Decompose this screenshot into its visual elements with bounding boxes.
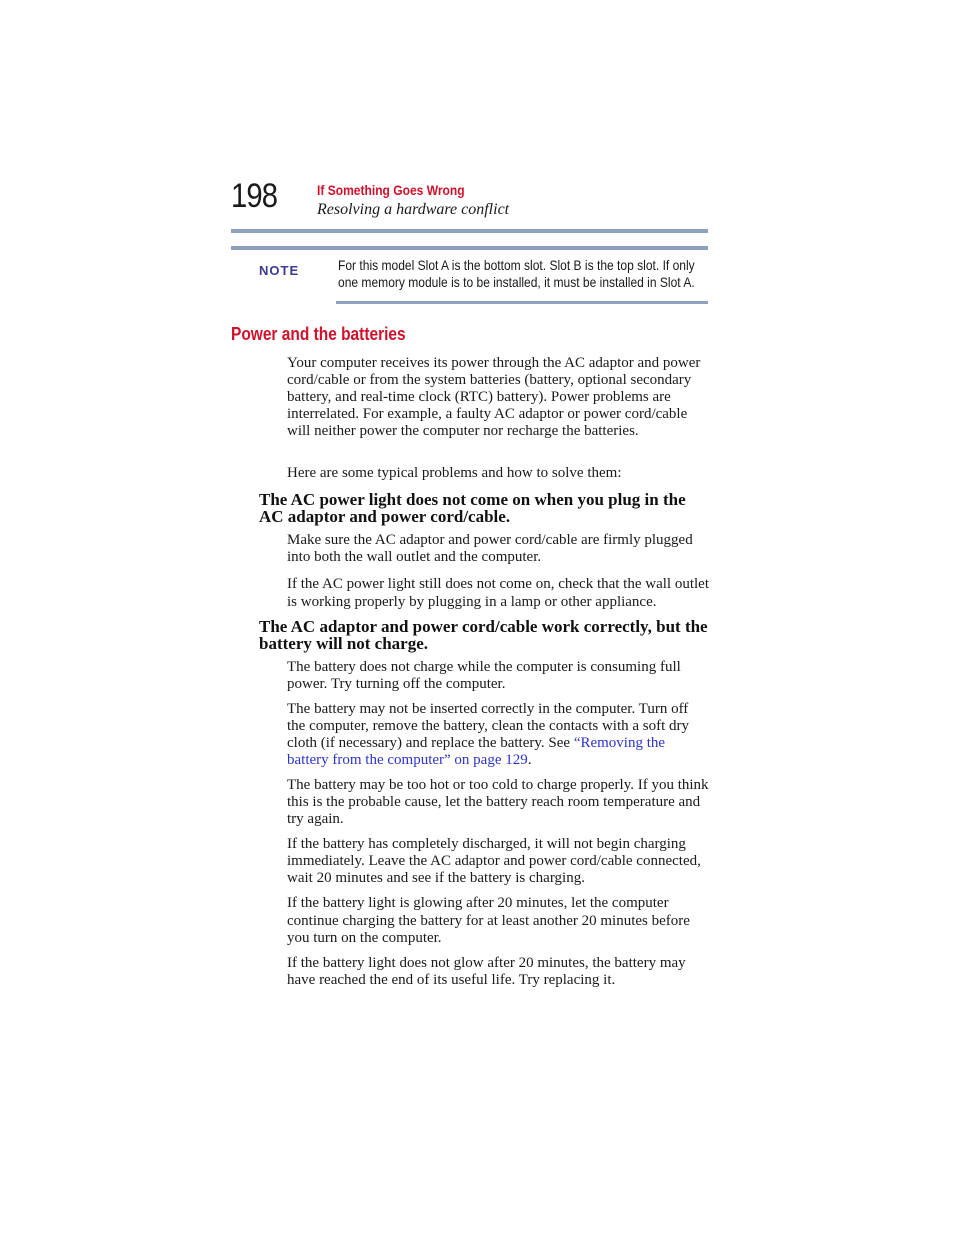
note-text: For this model Slot A is the bottom slot. Slot B is the top slot. If only one memory module is to be installed, it must be installed in Slot A.	[338, 257, 695, 290]
header-divider	[231, 229, 708, 233]
problem2-paragraph-5: If the battery light is glowing after 20 minutes, let the computer continue charging the battery for at least another 20 minutes before you turn on the computer.	[287, 895, 690, 946]
p2-text-after: .	[527, 752, 532, 768]
problem2-paragraph-4: If the battery has completely discharged, it will not begin charging immediately. Leave the AC adaptor and power cord/cable connected, wait 20 minutes and see if the battery is charging.	[287, 836, 701, 886]
chapter-title: If Something Goes Wrong	[317, 182, 465, 198]
problem1-paragraph-2: If the AC power light still does not come on, check that the wall outlet is working properly by plugging in a lamp or other appliance.	[287, 576, 709, 610]
note-bottom-divider	[336, 301, 708, 304]
intro-paragraph: Your computer receives its power through the AC adaptor and power cord/cable or from the system batteries (battery, optional secondary battery, and real-time clock (RTC) battery). Power problems are interrelated. For example, a faulty AC adaptor or power cord/cable will neither power the computer nor recharge the batteries.	[287, 355, 701, 439]
problem-heading-2: The AC adaptor and power cord/cable work correctly, but the battery will not charge.	[259, 617, 708, 653]
note-top-divider	[231, 246, 708, 250]
note-label: NOTE	[259, 263, 300, 278]
cross-reference-link[interactable]: “Removing the battery from the computer” on page 129	[287, 735, 666, 768]
intro-paragraph-2: Here are some typical problems and how to solve them:	[287, 465, 622, 481]
problem2-paragraph-3: The battery may be too hot or too cold to charge properly. If you think this is the probable cause, let the battery reach room temperature and try again.	[287, 777, 709, 827]
problem-heading-1: The AC power light does not come on when you plug in the AC adaptor and power cord/cable.	[259, 490, 686, 526]
p2-text-before: The battery may not be inserted correctly in the computer. Turn off the computer, remove the battery, clean the contacts with a soft dry cloth (if necessary) and replace the battery. See	[287, 701, 690, 751]
section-subtitle: Resolving a hardware conflict	[317, 201, 510, 218]
problem2-paragraph-2	[287, 701, 709, 769]
section-heading: Power and the batteries	[231, 324, 406, 344]
problem2-paragraph-6: If the battery light does not glow after 20 minutes, the battery may have reached the end of its useful life. Try replacing it.	[287, 955, 686, 988]
problem1-paragraph-1: Make sure the AC adaptor and power cord/cable are firmly plugged into both the wall outlet and the computer.	[287, 532, 693, 565]
problem2-paragraph-1: The battery does not charge while the computer is consuming full power. Try turning off the computer.	[287, 659, 681, 692]
page-number: 198	[231, 177, 278, 215]
